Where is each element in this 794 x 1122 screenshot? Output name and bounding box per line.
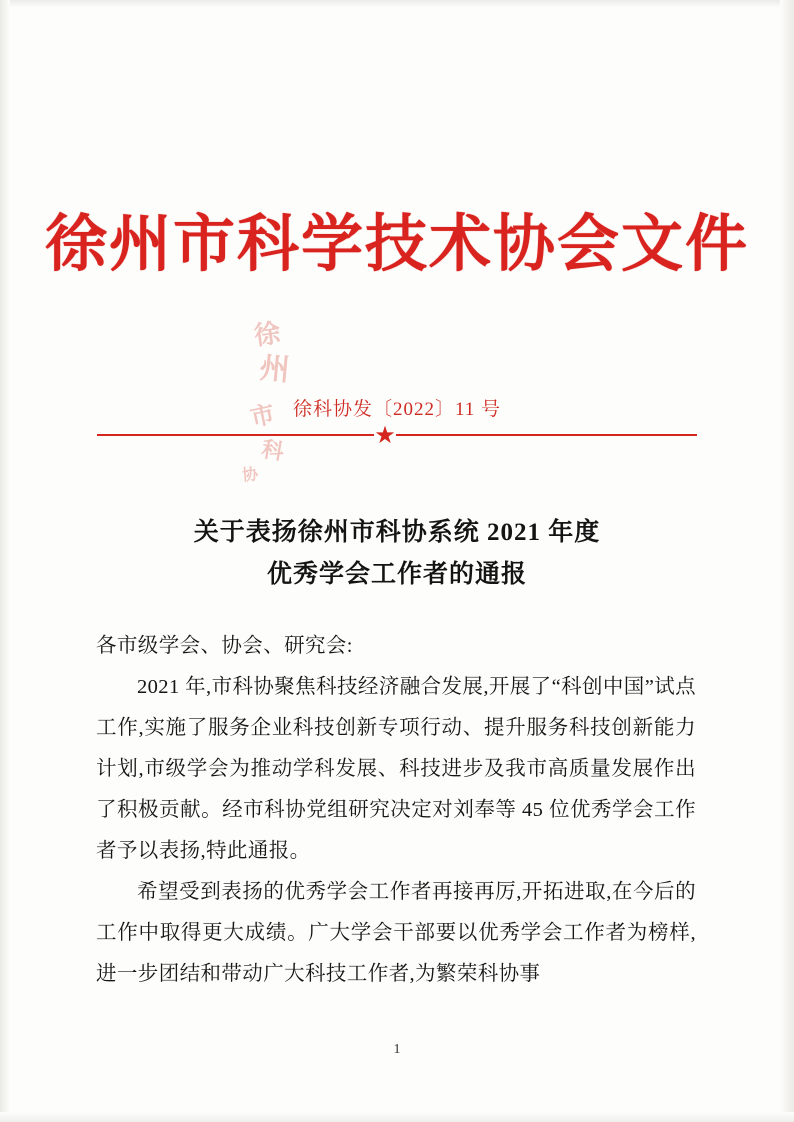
document-title-line-1: 关于表扬徐州市科协系统 2021 年度 xyxy=(193,519,601,546)
body-paragraph-1: 2021 年,市科协聚焦科技经济融合发展,开展了“科创中国”试点工作,实施了服务企业科技创新专项行动、提升服务科技创新能力计划,市级学会为推动学科发展、科技进步及我市高质量发展作出了积极贡献。经市科协党组研究决定对刘奉等 45 位优秀学会工作者予以表扬,特此通报。 xyxy=(96,676,696,862)
seal-char-5: 协 xyxy=(241,466,259,485)
seal-char-1: 徐 xyxy=(252,318,283,351)
salutation: 各市级学会、协会、研究会: xyxy=(96,635,353,657)
document-title xyxy=(0,512,794,596)
document-masthead-title: 徐州市科学技术协会文件 xyxy=(44,211,749,279)
masthead-divider xyxy=(97,423,697,449)
seal-char-4: 科 xyxy=(260,436,286,465)
seal-char-3: 市 xyxy=(248,401,278,433)
body-paragraph-2: 希望受到表扬的优秀学会工作者再接再厉,开拓进取,在今后的工作中取得更大成绩。广大学会干部要以优秀学会工作者为榜样,进一步团结和带动广大科技工作者,为繁荣科协事 xyxy=(96,881,696,985)
red-rule-line xyxy=(97,434,697,436)
document-number: 徐科协发〔2022〕11 号 xyxy=(292,399,502,420)
document-title-line-2: 优秀学会工作者的通报 xyxy=(266,561,527,588)
seal-char-2: 州 xyxy=(258,351,292,388)
page-number: 1 xyxy=(393,1042,401,1057)
red-star-icon: ★ xyxy=(374,423,396,449)
document-body xyxy=(96,626,696,995)
